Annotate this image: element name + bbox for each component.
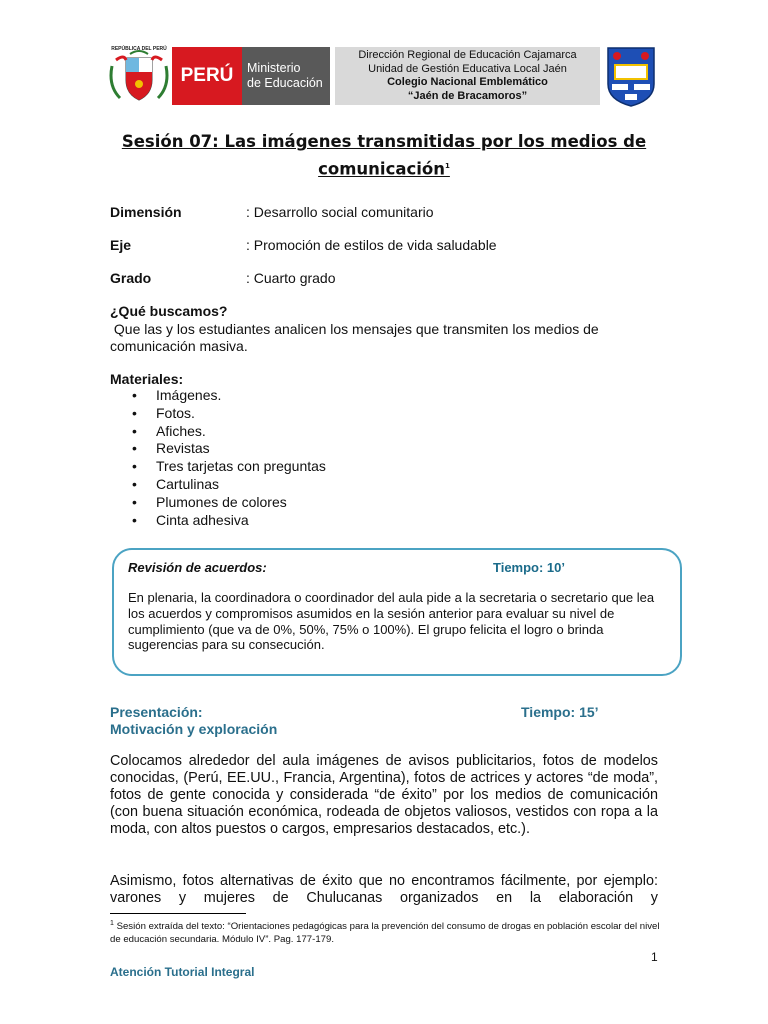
coat-of-arms-icon: [106, 46, 172, 106]
list-item: • Tres tarjetas con preguntas: [156, 458, 326, 476]
ministry-line-2: de Educación: [247, 76, 323, 90]
school-crest: [604, 44, 658, 108]
que-buscamos-text: Que las y los estudiantes analicen los mensajes que transmiten los medios de comunicación masiva.: [110, 321, 603, 354]
presentacion-paragraph-1: Colocamos alrededor del aula imágenes de avisos publicitarios, fotos de modelos conocidas, (Perú, EE.UU., Francia, Argentina), fotos de actrices y actores “de moda”, fotos de gente conocida y considerada “de éxito” por los medios de comunicación (con buena situación económica, rodeada de objetos valiosos, vestidos con ropa a la moda, con altos puestos o cargos, empresarios destacados, etc.).: [110, 753, 658, 837]
list-item: • Plumones de colores: [156, 494, 326, 512]
revision-time: Tiempo: 10’: [493, 560, 566, 575]
presentacion-paragraph-2: Asimismo, fotos alternativas de éxito que no encontramos fácilmente, por ejemplo: varones y mujeres de Chulucanas organizados en la elaboración y: [110, 873, 658, 906]
institution-line-4: “Jaén de Bracamoros”: [407, 89, 528, 102]
materiales-heading: Materiales:: [110, 371, 184, 387]
list-item: • Imágenes.: [156, 387, 326, 405]
field-value: : Desarrollo social comunitario: [246, 204, 434, 220]
footnote-text: Sesión extraída del texto: “Orientaciones pedagógicas para la prevención del consumo de drogas en población escolar del nivel de educación secundaria. Módulo IV”. Pag. 177-179.: [110, 921, 660, 945]
institution-line-2: Unidad de Gestión Educativa Local Jaén: [368, 62, 567, 75]
que-buscamos-heading: ¿Qué buscamos?: [110, 303, 228, 319]
footnote-divider: [110, 913, 246, 914]
session-title-prefix: Sesión 07: [121, 132, 213, 151]
school-crest-icon: [604, 44, 658, 108]
page-number: 1: [651, 950, 658, 964]
session-title-line-1: : Las imágenes transmitidas por los medios de: [212, 132, 647, 151]
title-footnote-mark: 1: [445, 162, 450, 170]
presentacion-heading: Presentación:: [110, 704, 203, 720]
footer-label: Atención Tutorial Integral: [110, 965, 255, 979]
institution-line-1: Dirección Regional de Educación Cajamarca: [358, 49, 577, 61]
revision-text: En plenaria, la coordinadora o coordinador del aula pide a la secretaria o secretario que lea los acuerdos y compromisos asumidos en la sesión anterior para evaluar su nivel de cumplimiento (que va de 0%, 50%, 75% o 100%). El grupo felicita el logro o brinda sugerencias para su consecución.: [128, 590, 655, 653]
session-title: [60, 130, 708, 182]
footnote: [110, 918, 670, 946]
revision-heading: Revisión de acuerdos:: [128, 560, 267, 575]
institution-line-3: Colegio Nacional Emblemático: [387, 76, 548, 88]
field-label: Grado: [110, 270, 152, 286]
ministry-line-1: Ministerio: [247, 61, 301, 75]
footnote-mark: 1: [110, 920, 114, 927]
list-item: • Fotos.: [156, 405, 326, 423]
motivacion-subheading: Motivación y exploración: [110, 721, 278, 737]
peru-coat-of-arms: [106, 46, 172, 106]
presentacion-time: Tiempo: 15’: [521, 704, 599, 720]
session-title-line-2: comunicación: [318, 159, 446, 179]
document-header: [106, 44, 662, 110]
field-value: : Promoción de estilos de vida saludable: [246, 237, 497, 253]
field-label: Eje: [110, 237, 132, 253]
ministry-logo-box: [242, 47, 330, 105]
peru-label: PERÚ: [180, 65, 234, 86]
list-item: • Cinta adhesiva: [156, 512, 326, 530]
list-item: • Afiches.: [156, 423, 326, 441]
list-item: • Revistas: [156, 440, 326, 458]
materiales-list: [110, 387, 326, 529]
peru-logo-box: [172, 47, 242, 105]
shield-caption: REPÚBLICA DEL PERÚ: [111, 46, 167, 52]
list-item: • Cartulinas: [156, 476, 326, 494]
field-value: : Cuarto grado: [246, 270, 336, 286]
field-label: Dimensión: [110, 204, 182, 220]
institution-box: [335, 47, 600, 105]
